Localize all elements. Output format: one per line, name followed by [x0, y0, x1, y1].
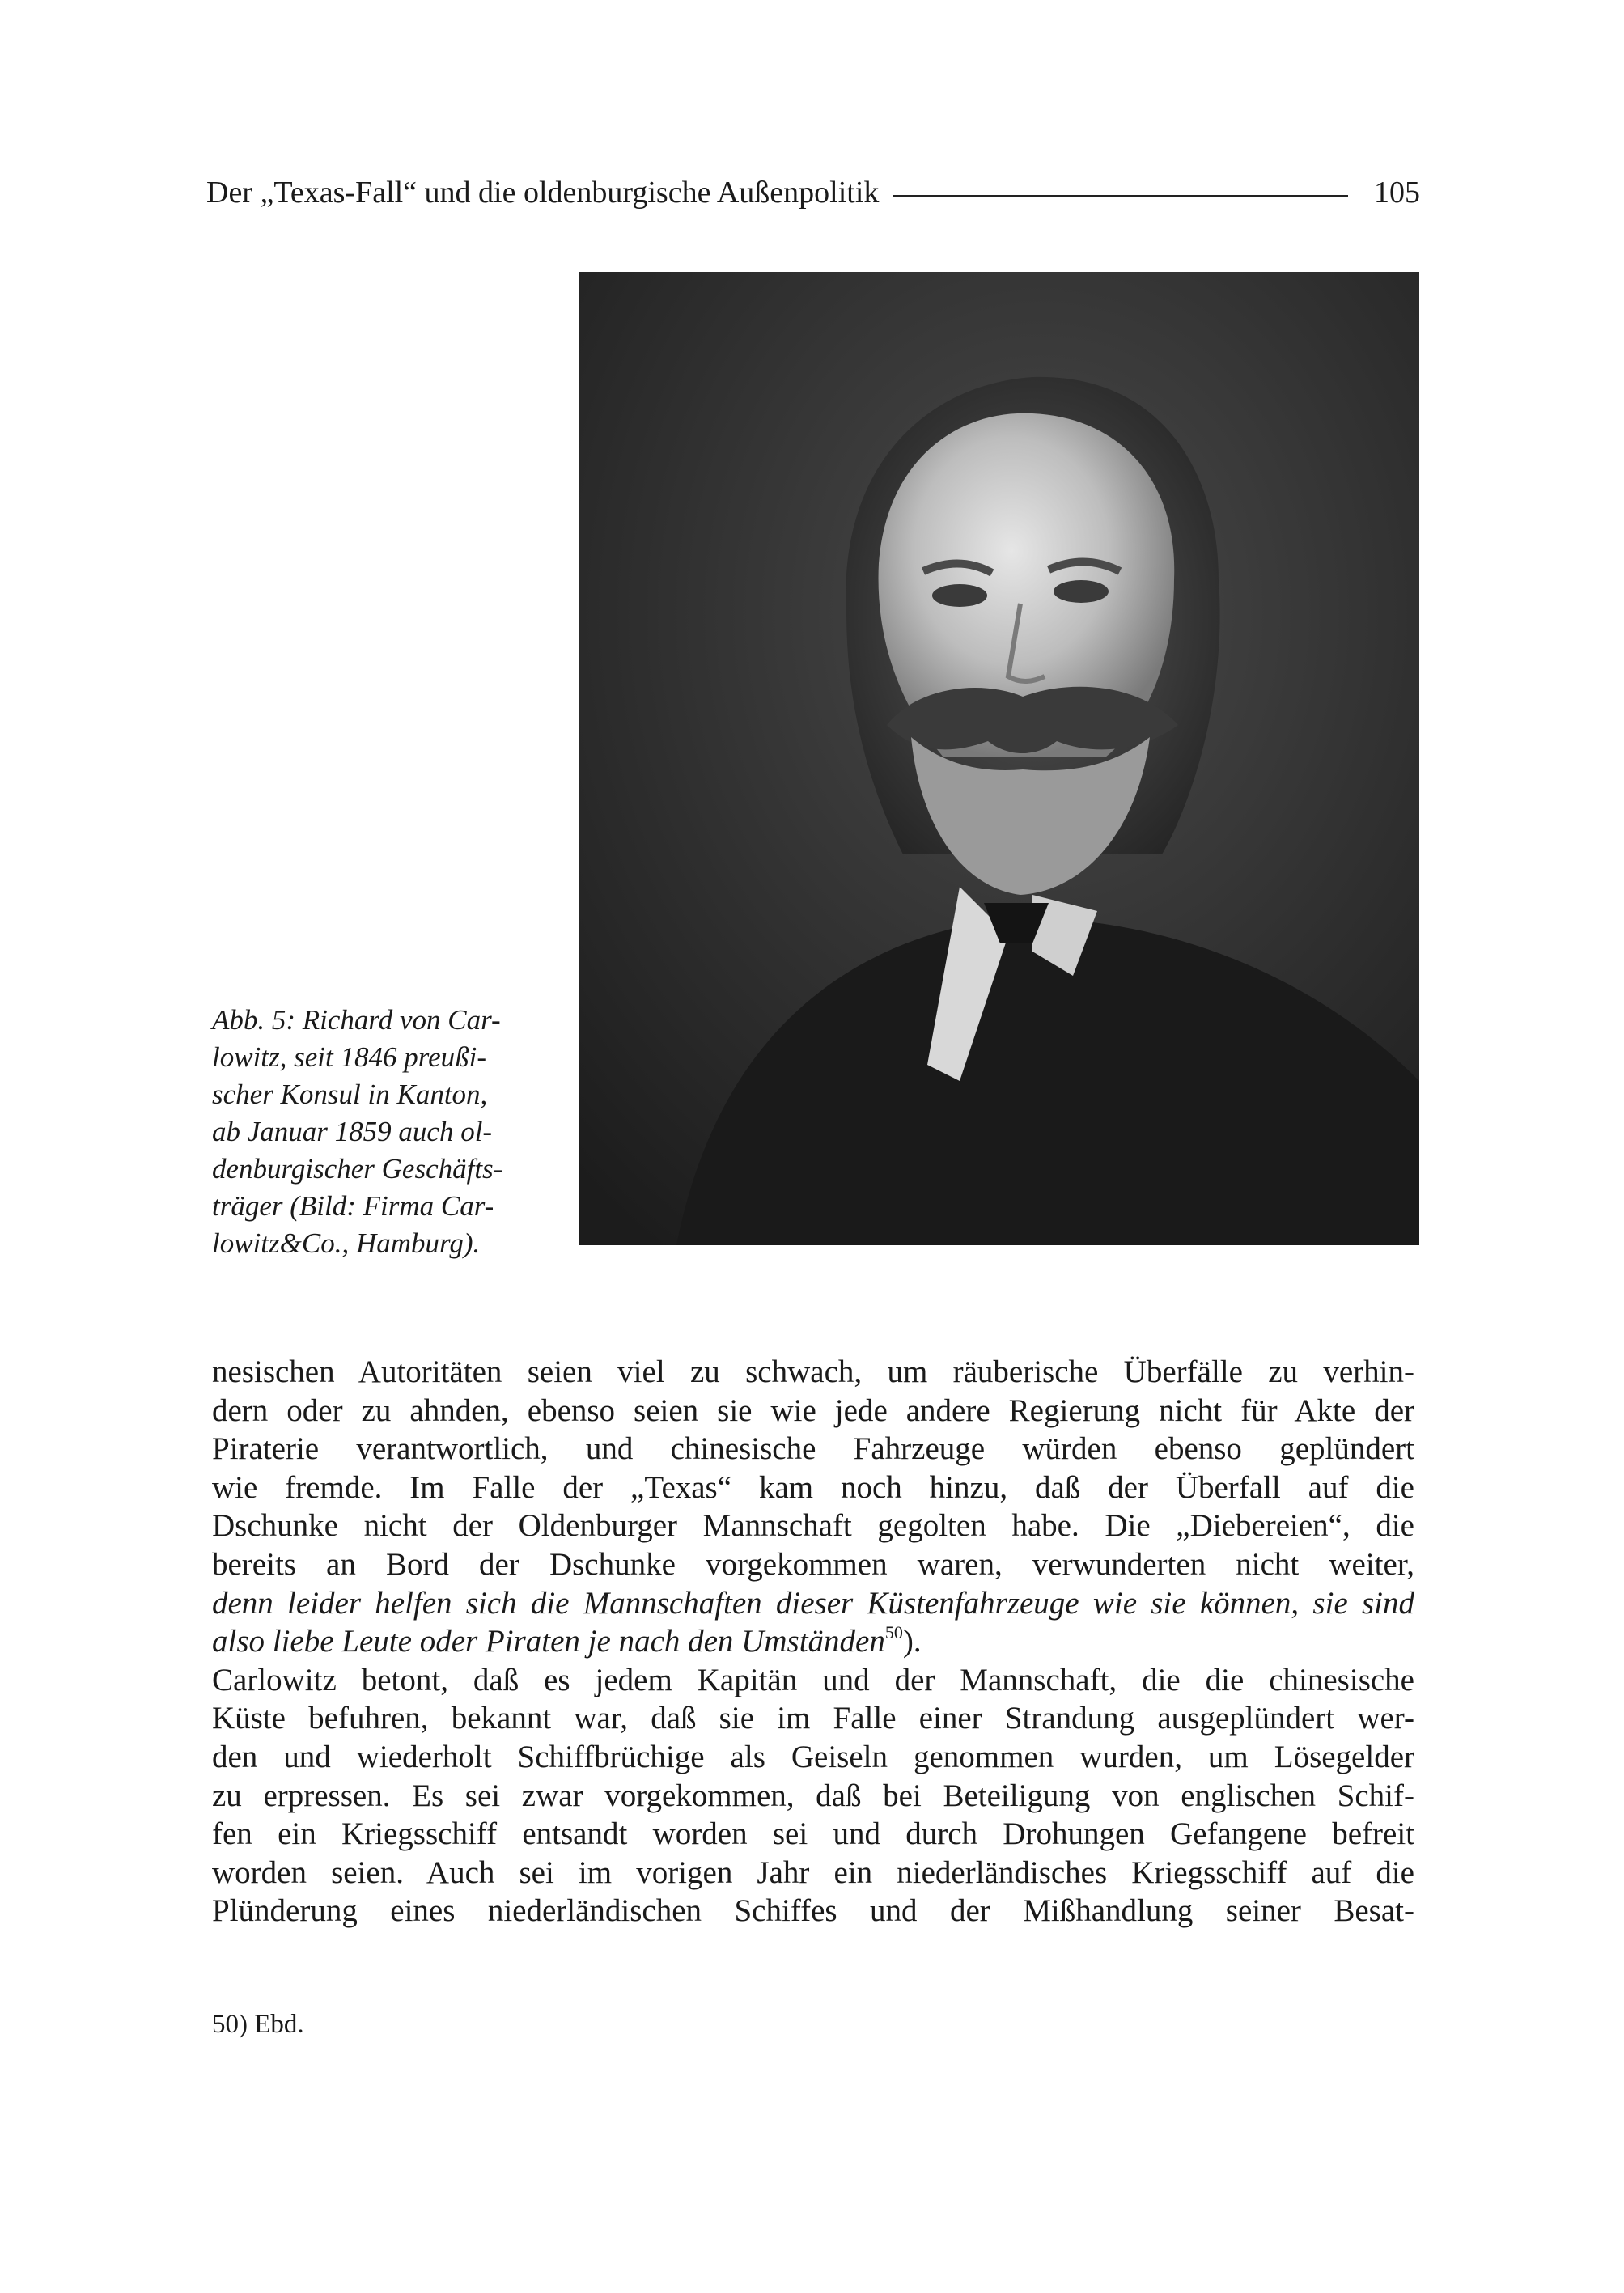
body-line: nesischen Autoritäten seien viel zu schwach, um räuberische Überfälle zu verhin- — [212, 1354, 1414, 1389]
caption-line: träger (Bild: Firma Car- — [212, 1190, 494, 1222]
body-line: Dschunke nicht der Oldenburger Mannschaft gegolten habe. Die „Diebereien“, die — [212, 1508, 1414, 1544]
body-line: den und wiederholt Schiffbrüchige als Geiseln genommen wurden, um Lösegelder — [212, 1739, 1414, 1774]
body-line: wie fremde. Im Falle der „Texas“ kam noch hinzu, daß der Überfall auf die — [212, 1469, 1414, 1505]
caption-line: denburgischer Geschäfts- — [212, 1153, 503, 1185]
body-line: worden seien. Auch sei im vorigen Jahr ein niederländisches Kriegsschiff auf die — [212, 1854, 1414, 1890]
running-head — [206, 168, 1420, 217]
figure-caption — [212, 1002, 552, 1262]
running-head-rule — [893, 195, 1348, 197]
body-line: dern oder zu ahnden, ebenso seien sie wie jede andere Regierung nicht für Akte der — [212, 1392, 1414, 1428]
footnote: 50) Ebd. — [212, 2010, 304, 2039]
footnote-reference-suffix: ). — [902, 1624, 922, 1659]
body-line: fen ein Kriegsschiff entsandt worden sei und durch Drohungen Gefangene befreit — [212, 1816, 1414, 1852]
body-line: zu erpressen. Es sei zwar vorgekommen, daß bei Beteiligung von englischen Schif- — [212, 1778, 1414, 1813]
footnote-reference: 50 — [884, 1622, 903, 1643]
caption-line: Abb. 5: Richard von Car- — [212, 1004, 501, 1036]
portrait-image — [579, 272, 1419, 1245]
body-line: Piraterie verantwortlich, und chinesische Fahrzeuge würden ebenso geplündert — [212, 1431, 1414, 1467]
body-line: bereits an Bord der Dschunke vorgekommen waren, verwunderten nicht weiter, — [212, 1546, 1414, 1582]
body-line-italic-text: also liebe Leute oder Piraten je nach den Umständen — [212, 1624, 885, 1659]
body-line: Küste befuhren, bekannt war, daß sie im Falle einer Strandung ausgeplündert wer- — [212, 1701, 1414, 1736]
caption-line: ab Januar 1859 auch ol- — [212, 1116, 493, 1147]
body-line-with-footnote — [212, 1622, 1414, 1661]
caption-line: lowitz&Co., Hamburg). — [212, 1227, 481, 1259]
body-line-italic: denn leider helfen sich die Mannschaften dieser Küstenfahrzeuge wie sie können, sie sind — [212, 1585, 1414, 1621]
portrait-photo — [579, 272, 1419, 1245]
running-head-title: Der „Texas-Fall“ und die oldenburgische Außenpolitik — [206, 176, 880, 210]
caption-line: scher Konsul in Kanton, — [212, 1079, 488, 1110]
body-text — [212, 1353, 1414, 1931]
caption-line: lowitz, seit 1846 preußi- — [212, 1041, 486, 1073]
body-line: Carlowitz betont, daß es jedem Kapitän und der Mannschaft, die die chinesische — [212, 1662, 1414, 1697]
body-line: Plünderung eines niederländischen Schiffes und der Mißhandlung seiner Besat- — [212, 1893, 1414, 1929]
page-number: 105 — [1374, 176, 1420, 210]
